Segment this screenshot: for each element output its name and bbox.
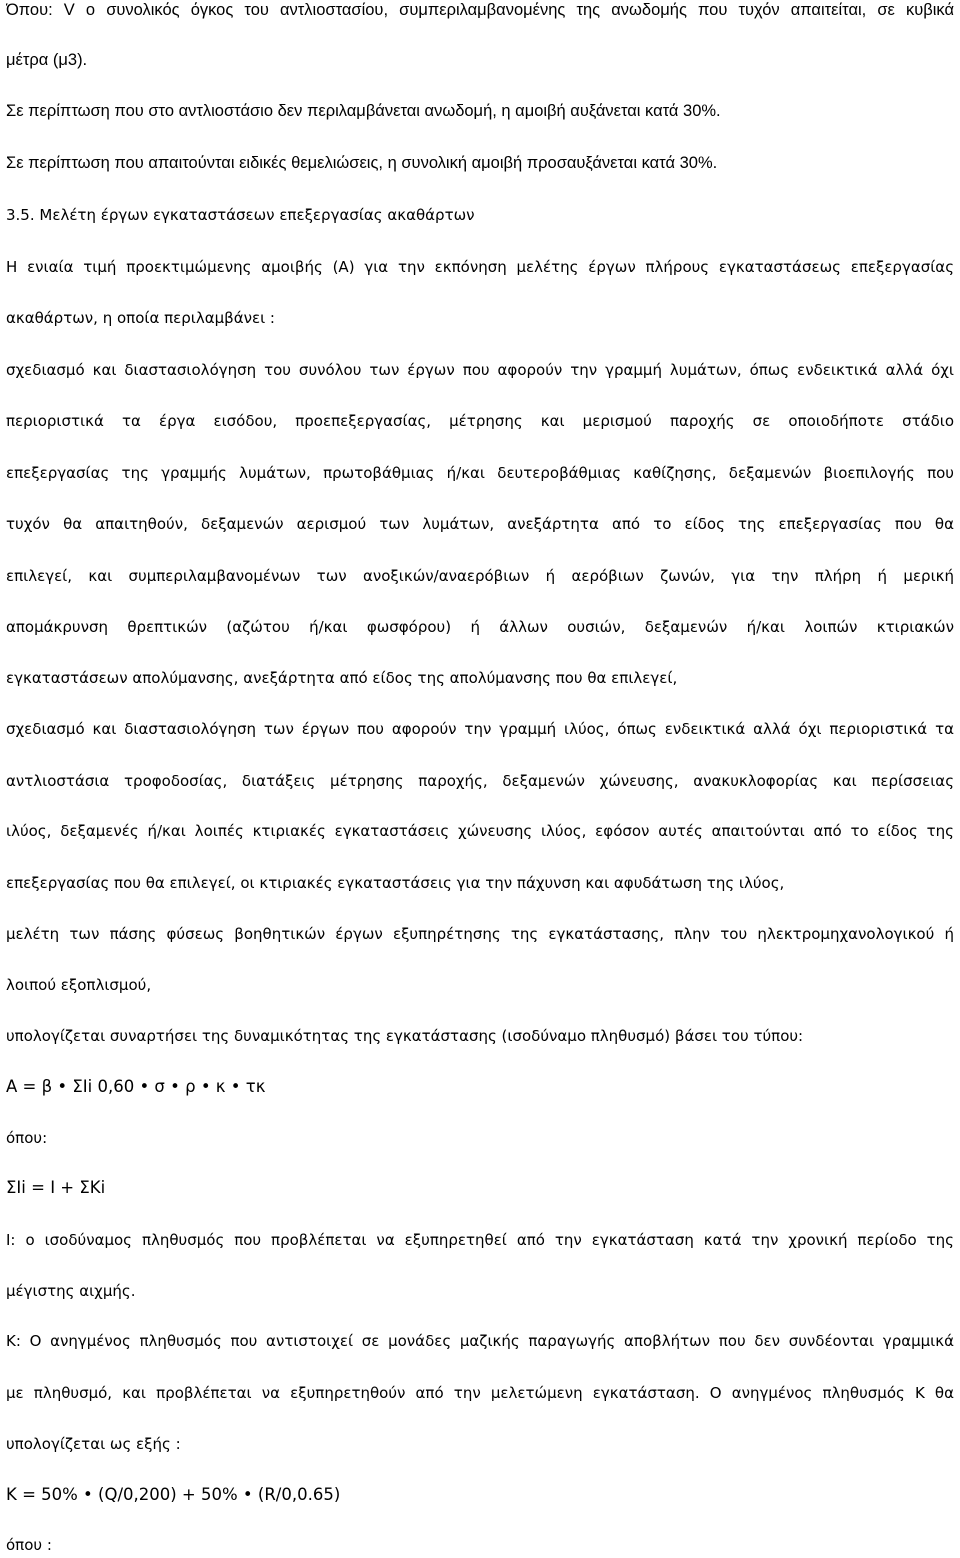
text-line-11: τυχόν θα απαιτηθούν, δεξαμενών αερισμού των λυμάτων, ανεξάρτητα από το είδος της επεξεργασίας που θα <box>6 515 954 533</box>
text-line-25: Ι: ο ισοδύναμος πληθυσμός που προβλέπεται να εξυπηρετηθεί από την εγκατάσταση κατά την χρονική περίοδο της <box>6 1231 954 1249</box>
text-line-16: αντλιοστάσια τροφοδοσίας, διατάξεις μέτρησης παροχής, δεξαμενών χώνευσης, ανακυκλοφορίας και περίσσειας <box>6 772 954 790</box>
text-line-18: επεξεργασίας που θα επιλεγεί, οι κτιριακές εγκαταστάσεις για την πάχυνση και αφυδάτωση της ιλύος, <box>6 874 785 892</box>
text-line-23: όπου: <box>6 1129 48 1147</box>
text-line-12: επιλεγεί, και συμπεριλαμβανομένων των ανοξικών/αναερόβιων ή αερόβιων ζωνών, για την πλήρη ή μερική <box>6 567 954 585</box>
text-line-15: σχεδιασμό και διαστασιολόγηση των έργων που αφορούν την γραμμή ιλύος, όπως ενδεικτικά αλλά όχι περιοριστικά τα <box>6 720 954 738</box>
text-line-17: ιλύος, δεξαμενές ή/και λοιπές κτιριακές εγκαταστάσεις χώνευσης ιλύος, εφόσον αυτές απαιτούνται από το είδος της <box>6 822 954 840</box>
text-line-21: υπολογίζεται συναρτήσει της δυναμικότητας της εγκατάστασης (ισοδύναμο πληθυσμό) βάσει του τύπου: <box>6 1027 804 1045</box>
text-line-14: εγκαταστάσεων απολύμανσης, ανεξάρτητα από είδος της απολύμανσης που θα επιλεγεί, <box>6 669 678 687</box>
text-line-7: ακαθάρτων, η οποία περιλαμβάνει : <box>6 309 275 327</box>
text-line-10: επεξεργασίας της γραμμής λυμάτων, πρωτοβάθμιας ή/και δευτεροβάθμιας καθίζησης, δεξαμενών βιοεπιλογής που <box>6 464 954 482</box>
text-line-13: απομάκρυνση θρεπτικών (αζώτου ή/και φωσφόρου) ή άλλων ουσιών, δεξαμενών ή/και λοιπών κτιριακών <box>6 618 954 636</box>
text-line-4: Σε περίπτωση που απαιτούνται ειδικές θεμελιώσεις, η συνολική αμοιβή προσαυξάνεται κατά 30%. <box>6 154 718 172</box>
formula-sum-i: ΣΙi = Ι + ΣΚi <box>6 1178 106 1197</box>
text-line-3: Σε περίπτωση που στο αντλιοστάσιο δεν περιλαμβάνεται ανωδομή, η αμοιβή αυξάνεται κατά 30%. <box>6 102 721 120</box>
text-line-1: Όπου: V ο συνολικός όγκος του αντλιοστασίου, συμπεριλαμβανομένης της ανωδομής που τυχόν απαιτείται, σε κυβικά <box>6 1 954 19</box>
text-line-19: μελέτη των πάσης φύσεως βοηθητικών έργων εξυπηρέτησης της εγκατάστασης, πλην του ηλεκτρομηχανολογικού ή <box>6 925 954 943</box>
formula-k: Κ = 50% • (Q/0,200) + 50% • (R/0,0.65) <box>6 1485 341 1504</box>
text-line-20: λοιπού εξοπλισμού, <box>6 976 152 994</box>
text-line-8: σχεδιασμό και διαστασιολόγηση του συνόλου των έργων που αφορούν την γραμμή λυμάτων, όπως ενδεικτικά αλλά όχι <box>6 361 954 379</box>
section-heading: 3.5. Μελέτη έργων εγκαταστάσεων επεξεργασίας ακαθάρτων <box>6 206 475 224</box>
text-line-9: περιοριστικά τα έργα εισόδου, προεπεξεργασίας, μέτρησης και μερισμού παροχής σε οποιοδήποτε στάδιο <box>6 412 954 430</box>
text-line-6: Η ενιαία τιμή προεκτιμώμενης αμοιβής (Α) για την εκπόνηση μελέτης έργων πλήρους εγκαταστάσεως επεξεργασίας <box>6 258 954 276</box>
text-line-31: όπου : <box>6 1536 52 1554</box>
text-line-26: μέγιστης αιχμής. <box>6 1282 136 1300</box>
text-line-27: Κ: Ο ανηγμένος πληθυσμός που αντιστοιχεί σε μονάδες μαζικής παραγωγής αποβλήτων που δεν συνδέονται γραμμικά <box>6 1332 954 1350</box>
text-line-2: μέτρα (μ3). <box>6 51 88 69</box>
text-line-29: υπολογίζεται ως εξής : <box>6 1435 181 1453</box>
formula-a: Α = β • ΣΙi 0,60 • σ • ρ • κ • τκ <box>6 1077 266 1096</box>
text-line-28: με πληθυσμό, και προβλέπεται να εξυπηρετηθούν από την μελετώμενη εγκατάσταση. Ο ανηγμένος πληθυσμός Κ θα <box>6 1384 954 1402</box>
